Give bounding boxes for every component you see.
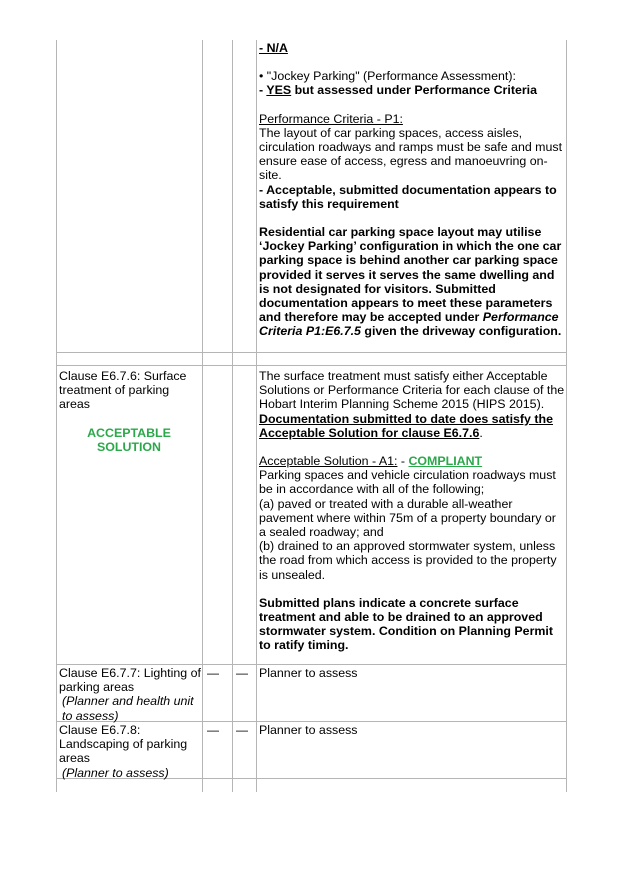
- clause-e677: Clause E6.7.7: Lighting of parking areas: [59, 666, 201, 695]
- row4-comment-cell: [259, 723, 565, 737]
- row3-col2-dash: —: [207, 666, 219, 680]
- yes-line: - YES but assessed under Performance Criteria: [259, 83, 537, 98]
- row4-col3-dash: —: [236, 723, 248, 737]
- item-b: (b) drained to an approved stormwater system, unless the road from which access is provided to the property is unsealed.: [259, 539, 557, 582]
- row-divider: [56, 352, 567, 353]
- acceptable-text: - Acceptable, submitted documentation appears to satisfy this requirement: [259, 182, 557, 211]
- row2-clause-cell: [59, 369, 199, 454]
- row3-col3-dash: —: [236, 666, 248, 680]
- clause-e677-note: (Planner and health unit to assess): [62, 694, 194, 723]
- row3-comment-cell: [259, 666, 565, 680]
- jockey-heading: • "Jockey Parking" (Performance Assessment):: [259, 69, 516, 84]
- planner-to-assess: Planner to assess: [259, 666, 358, 680]
- table-border-col2: [202, 40, 203, 792]
- table-border-right: [566, 40, 567, 792]
- acceptable-solution-status: ACCEPTABLE SOLUTION: [87, 425, 171, 454]
- na-line: - N/A: [259, 41, 288, 55]
- row-divider: [56, 365, 567, 366]
- row4-col2-dash: —: [207, 723, 219, 737]
- table-border-col3: [232, 40, 233, 792]
- item-a: (a) paved or treated with a durable all-weather pavement where within 75m of a property boundary or a sealed roadway; and: [259, 496, 556, 540]
- row3-clause-cell: [59, 666, 201, 723]
- table-border-left: [56, 40, 57, 792]
- clause-e678: Clause E6.7.8: Landscaping of parking areas: [59, 723, 188, 766]
- surface-intro: The surface treatment must satisfy either Acceptable Solutions or Performance Criteria for each clause of the Hobart Interim Planning Scheme 2015 (HIPS 2015).: [259, 369, 565, 412]
- row2-comment-cell: [259, 369, 565, 653]
- row1-comment-cell: [259, 41, 565, 339]
- doc-statement: Documentation submitted to date does satisfy the Acceptable Solution for clause E6.7.6.: [259, 411, 553, 440]
- residential-text: Residential car parking space layout may utilise ‘Jockey Parking’ configuration in which the one car parking space is behind another car parking space provided it serves it serves the same dwelling and is not designated for visitors. Submitted documentation appears to meet these parameters and therefore may be accepted under Performance Criteria P1:E6.7.5 given the driveway configuration.: [259, 225, 562, 339]
- table-border-col4: [256, 40, 257, 792]
- performance-criteria-text: The layout of car parking spaces, access aisles, circulation roadways and ramps must be safe and must ensure ease of access, egress and manoeuvring on-site.: [259, 125, 563, 183]
- clause-e676: Clause E6.7.6: Surface treatment of parking areas: [59, 369, 187, 412]
- performance-criteria-heading: Performance Criteria - P1:: [259, 111, 403, 126]
- surface-conclusion: Submitted plans indicate a concrete surface treatment and able to be drained to an approved stormwater system. Condition on Planning Permit to ratify timing.: [259, 595, 553, 653]
- row4-clause-cell: [59, 723, 201, 780]
- acceptable-solution-line: Acceptable Solution - A1: - COMPLIANT: [259, 454, 483, 469]
- row-divider: [56, 664, 567, 665]
- clause-e678-note: (Planner to assess): [62, 765, 169, 780]
- planner-to-assess: Planner to assess: [259, 723, 358, 737]
- acceptable-solution-text: Parking spaces and vehicle circulation roadways must be in accordance with all of the following;: [259, 468, 556, 497]
